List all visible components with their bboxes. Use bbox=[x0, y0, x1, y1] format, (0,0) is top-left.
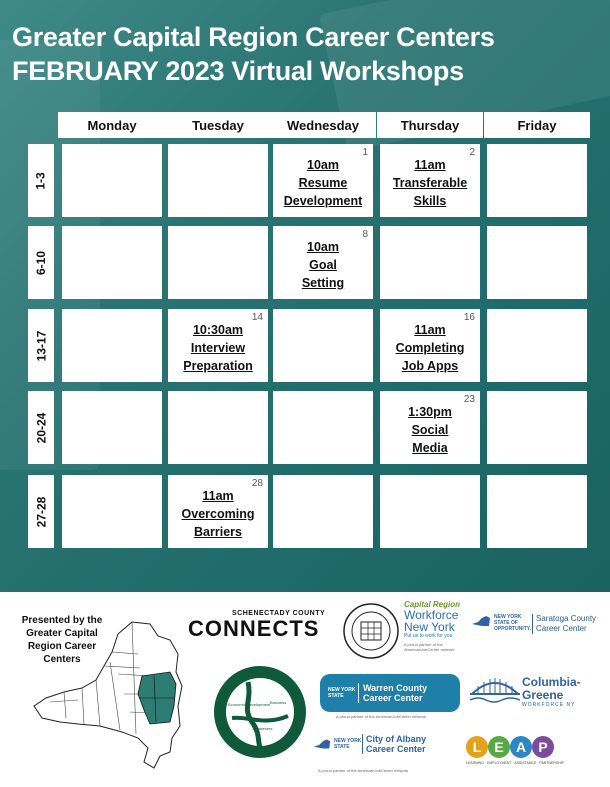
ny-state-map-icon bbox=[20, 614, 195, 782]
workshop-event-link[interactable] bbox=[380, 156, 480, 210]
day-header: Friday bbox=[484, 112, 590, 138]
calendar-day-cell[interactable] bbox=[168, 475, 268, 548]
title-line-1: Greater Capital Region Career Centers bbox=[12, 22, 495, 52]
workshop-time: 10am bbox=[307, 158, 339, 172]
calendar-day-cell bbox=[487, 309, 587, 382]
calendar-day-cell bbox=[273, 391, 373, 464]
workshop-time: 11am bbox=[202, 489, 234, 503]
day-number: 23 bbox=[463, 394, 475, 405]
calendar-day-cell bbox=[487, 475, 587, 548]
week-label bbox=[28, 144, 54, 217]
workshop-title-line: Setting bbox=[301, 276, 345, 290]
week-label bbox=[28, 391, 54, 464]
workshop-title-line: Skills bbox=[413, 194, 447, 208]
workshop-title-line: Preparation bbox=[183, 359, 253, 373]
calendar-day-cell[interactable] bbox=[168, 309, 268, 382]
schenectady-connects-logo: SCHENECTADY COUNTY CONNECTS bbox=[188, 610, 326, 641]
workshop-title-line: Interview bbox=[190, 341, 246, 355]
capital-region-workforce-logo: Capital Region Workforce New York Put us to work for you A proud partner of the AmericanJobCenter network bbox=[404, 600, 461, 652]
week-label-text: 1-3 bbox=[34, 171, 48, 190]
title-line-2: FEBRUARY 2023 Virtual Workshops bbox=[12, 56, 464, 86]
warren-partner-text: A proud partner of the AmericanJobCenter network bbox=[336, 714, 427, 719]
calendar-day-cell[interactable] bbox=[380, 391, 480, 464]
leap-letter-a: A bbox=[510, 736, 532, 758]
calendar-day-cell[interactable] bbox=[380, 144, 480, 217]
fms-label-jobseekers: Jobseekers bbox=[252, 726, 273, 731]
leap-logo: L E A P LEARNING · EMPLOYMENT · ASSISTANCE · PARTNERSHIP bbox=[466, 736, 564, 765]
calendar-day-cell bbox=[62, 144, 162, 217]
week-label bbox=[28, 475, 54, 548]
workshop-event-link[interactable] bbox=[168, 487, 268, 541]
calendar-day-cell bbox=[487, 226, 587, 299]
workshop-title-line: Completing bbox=[395, 341, 465, 355]
workshop-event-link[interactable] bbox=[380, 321, 480, 375]
day-number: 16 bbox=[463, 312, 475, 323]
calendar-day-cell bbox=[62, 226, 162, 299]
calendar-day-cell[interactable] bbox=[273, 144, 373, 217]
day-header: Monday bbox=[58, 112, 166, 138]
day-number: 14 bbox=[251, 312, 263, 323]
workshop-title-line: Goal bbox=[309, 258, 337, 272]
workshop-title-line: Media bbox=[412, 441, 448, 455]
workshop-time: 10:30am bbox=[192, 323, 244, 337]
day-header: Wednesday bbox=[270, 112, 376, 138]
calendar-day-cell[interactable] bbox=[380, 309, 480, 382]
leap-letter-l: L bbox=[466, 736, 488, 758]
workshop-title-line: Overcoming bbox=[181, 507, 255, 521]
day-number: 1 bbox=[362, 147, 368, 158]
calendar-day-cell bbox=[168, 226, 268, 299]
calendar-day-cell bbox=[380, 475, 480, 548]
leap-letter-e: E bbox=[488, 736, 510, 758]
workshop-title-line: Resume bbox=[298, 176, 348, 190]
workshop-title-line: Job Apps bbox=[401, 359, 459, 373]
workshop-time: 11am bbox=[414, 323, 446, 337]
warren-career-center-logo: NEW YORK STATE Warren County Career Center bbox=[320, 674, 460, 712]
calendar-day-cell bbox=[168, 144, 268, 217]
calendar-day-cell bbox=[62, 475, 162, 548]
calendar-day-cell bbox=[62, 309, 162, 382]
workshop-title-line: Transferable bbox=[392, 176, 468, 190]
day-number: 2 bbox=[469, 147, 475, 158]
calendar-day-cell bbox=[487, 391, 587, 464]
calendar-day-cell bbox=[62, 391, 162, 464]
day-header: Tuesday bbox=[165, 112, 271, 138]
partner-logos-footer bbox=[0, 592, 610, 787]
workshop-event-link[interactable] bbox=[380, 403, 480, 457]
calendar-day-cell bbox=[273, 309, 373, 382]
day-number: 28 bbox=[251, 478, 263, 489]
workshop-title-line: Social bbox=[411, 423, 449, 437]
ny-state-outline-icon bbox=[312, 737, 332, 751]
week-label bbox=[28, 309, 54, 382]
columbia-greene-bridge-icon bbox=[470, 672, 520, 708]
workshop-event-link[interactable] bbox=[273, 156, 373, 210]
leap-letters bbox=[466, 736, 564, 758]
presented-by-text: Presented by the Greater Capital Region Career Centers bbox=[21, 615, 103, 665]
workshop-calendar bbox=[28, 112, 586, 548]
calendar-day-cell[interactable] bbox=[273, 226, 373, 299]
week-label-text: 27-28 bbox=[34, 496, 49, 527]
workshop-event-link[interactable] bbox=[168, 321, 268, 375]
day-number: 8 bbox=[362, 229, 368, 240]
fms-label-economic: Economic Development bbox=[228, 702, 271, 707]
week-label-text: 6-10 bbox=[34, 250, 48, 275]
columbia-greene-logo: Columbia- Greene WORKFORCE NY bbox=[522, 675, 581, 708]
workshop-time: 10am bbox=[307, 240, 339, 254]
fms-label-business: Business bbox=[270, 700, 287, 705]
fulton-montgomery-schoharie-workforce-seal-icon bbox=[212, 664, 308, 760]
workshop-event-link[interactable] bbox=[273, 238, 373, 292]
saratoga-career-center-logo: NEW YORK STATE OF OPPORTUNITY. Saratoga County Career Center bbox=[470, 614, 604, 634]
albany-partner-text: A proud partner of the AmericanJobCenter network bbox=[318, 768, 409, 773]
week-label-text: 13-17 bbox=[34, 330, 49, 361]
calendar-day-cell bbox=[168, 391, 268, 464]
workshop-title-line: Barriers bbox=[194, 525, 242, 539]
flyer-title bbox=[12, 20, 495, 88]
ny-state-outline-icon bbox=[470, 614, 492, 628]
day-header: Thursday bbox=[377, 112, 483, 138]
workshop-time: 1:30pm bbox=[408, 405, 452, 419]
week-label-text: 20-24 bbox=[34, 412, 49, 443]
leap-letter-p: P bbox=[532, 736, 554, 758]
albany-career-center-logo: NEW YORK STATE City of Albany Career Center bbox=[312, 734, 426, 754]
calendar-day-cell bbox=[487, 144, 587, 217]
calendar-day-cell bbox=[273, 475, 373, 548]
rensselaer-county-seal-icon bbox=[342, 602, 400, 660]
calendar-day-cell bbox=[380, 226, 480, 299]
week-label bbox=[28, 226, 54, 299]
workshop-title-line: Development bbox=[283, 194, 363, 208]
workshop-time: 11am bbox=[414, 158, 446, 172]
